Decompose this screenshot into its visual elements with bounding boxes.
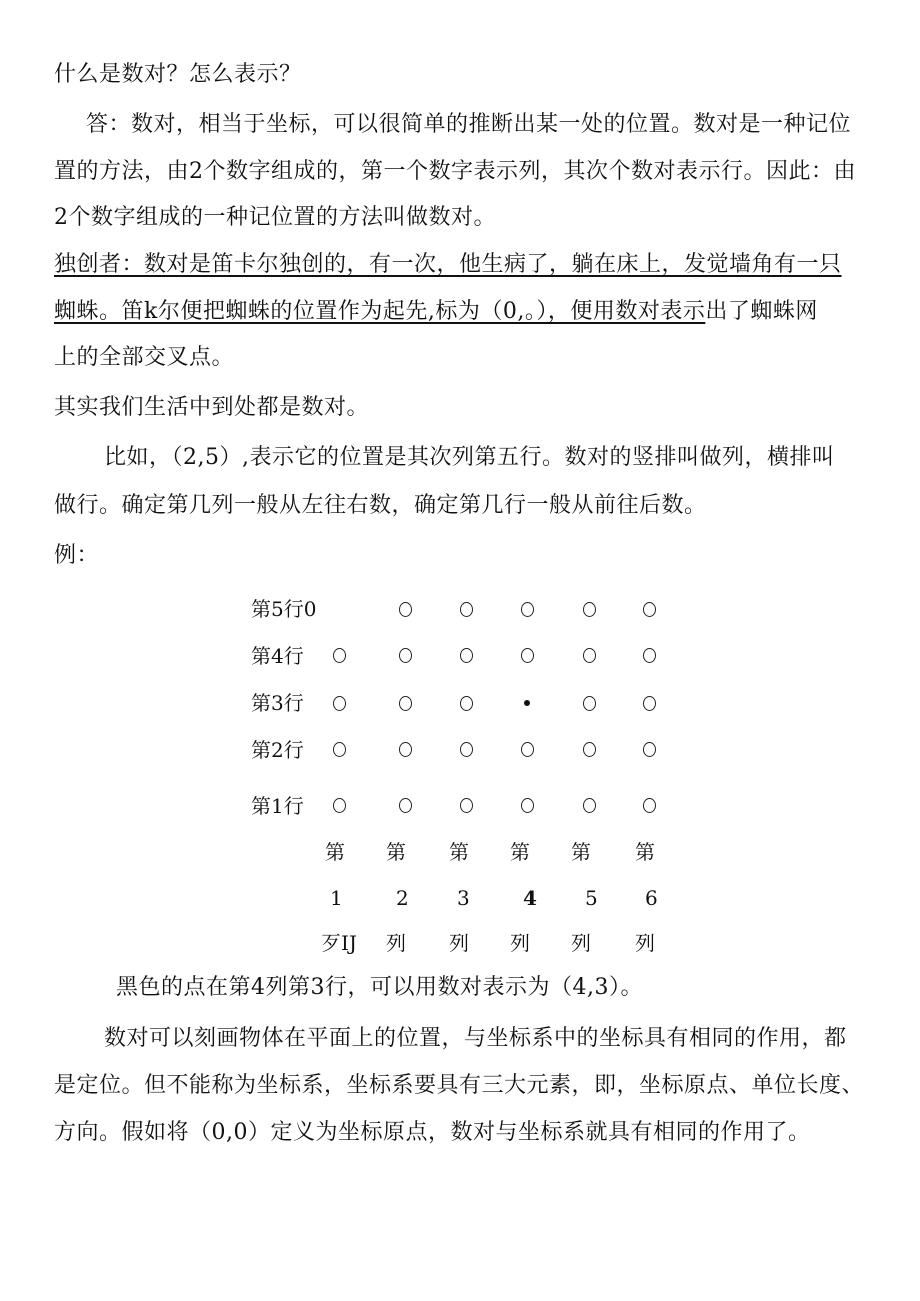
grid-circle-c6-r5 — [643, 602, 656, 617]
example-label: 例： — [54, 543, 100, 568]
col-bottom-5: 列 — [571, 931, 591, 955]
conclusion-line-1: 数对可以刻画物体在平面上的位置，与坐标系中的坐标具有相同的作用，都 — [104, 1026, 847, 1051]
row-label-3: 第3行 — [251, 691, 304, 715]
col-num-4: 4 — [523, 886, 537, 910]
grid-circle-c5-r5 — [583, 602, 596, 617]
origin-line-2-underlined: 蜘蛛。笛k尔便把蜘蛛的位置作为起先,标为（0,。），便用数对表示 — [54, 299, 706, 324]
row-label-5: 第5行0 — [251, 597, 317, 621]
col-top-6: 第 — [635, 840, 655, 864]
origin-line-2-rest: 出了蜘蛛网 — [705, 299, 818, 324]
grid-circle-c1-r1 — [333, 798, 346, 813]
grid-circle-c4-r4 — [521, 648, 534, 663]
grid-circle-c6-r3 — [643, 696, 656, 711]
origin-line-2 — [54, 297, 818, 327]
col-top-4: 第 — [510, 840, 530, 864]
col-top-3: 第 — [449, 840, 469, 864]
col-top-5: 第 — [571, 840, 591, 864]
grid-circle-c3-r4 — [460, 648, 473, 663]
grid-circle-c2-r4 — [399, 648, 412, 663]
example-line-2: 做行。确定第几列一般从左往右数，确定第几行一般从前往后数。 — [54, 493, 707, 518]
conclusion-line-2: 是定位。但不能称为坐标系，坐标系要具有三大元素，即，坐标原点、单位长度、 — [54, 1073, 865, 1098]
grid-circle-c3-r2 — [460, 742, 473, 757]
col-num-3: 3 — [457, 886, 470, 910]
conclusion-line-3: 方向。假如将（0,0）定义为坐标原点，数对与坐标系就具有相同的作用了。 — [54, 1120, 811, 1145]
answer-line-2: 置的方法，由2个数字组成的，第一个数字表示列，其次个数对表示行。因此：由 — [54, 159, 856, 184]
grid-circle-c3-r1 — [460, 798, 473, 813]
grid-circle-c2-r2 — [399, 742, 412, 757]
answer-line-1: 答：数对，相当于坐标，可以很简单的推断出某一处的位置。数对是一种记位 — [86, 112, 852, 137]
col-num-1: 1 — [330, 886, 343, 910]
col-bottom-3: 列 — [449, 931, 469, 955]
col-top-2: 第 — [386, 840, 406, 864]
grid-circle-c2-r1 — [399, 798, 412, 813]
grid-circle-c4-r2 — [521, 742, 534, 757]
row-label-2: 第2行 — [251, 738, 304, 762]
grid-circle-c1-r2 — [333, 742, 346, 757]
grid-circle-c5-r2 — [583, 742, 596, 757]
row-label-1: 第1行 — [251, 794, 304, 818]
grid-circle-c4-r1 — [521, 798, 534, 813]
grid-circle-c3-r3 — [460, 696, 473, 711]
col-bottom-6: 列 — [635, 931, 655, 955]
col-bottom-4: 列 — [510, 931, 530, 955]
grid-circle-c6-r4 — [643, 648, 656, 663]
example-line-1: 比如，（2,5）,表示它的位置是其次列第五行。数对的竖排叫做列，横排叫 — [104, 445, 835, 470]
origin-line-1: 独创者：数对是笛卡尔独创的，有一次，他生病了，躺在床上，发觉墙角有一只 — [54, 252, 842, 277]
col-bottom-2: 列 — [386, 931, 406, 955]
grid-circle-c1-r3 — [333, 696, 346, 711]
grid-circle-c5-r1 — [583, 798, 596, 813]
question-line: 什么是数对？怎么表示？ — [54, 62, 302, 87]
life-line: 其实我们生活中到处都是数对。 — [54, 395, 370, 420]
black-dot — [524, 700, 530, 706]
col-num-6: 6 — [645, 886, 658, 910]
grid-circle-c4-r5 — [521, 602, 534, 617]
grid-circle-c6-r1 — [643, 798, 656, 813]
grid-circle-c1-r4 — [333, 648, 346, 663]
grid-circle-c3-r5 — [460, 602, 473, 617]
grid-circle-c2-r3 — [399, 696, 412, 711]
col-top-1: 第 — [325, 840, 345, 864]
col-num-2: 2 — [396, 886, 409, 910]
col-bottom-1: 歹IJ — [321, 931, 357, 955]
row-label-4: 第4行 — [251, 644, 304, 668]
grid-circle-c6-r2 — [643, 742, 656, 757]
grid-circle-c2-r5 — [399, 602, 412, 617]
answer-line-3: 2个数字组成的一种记位置的方法叫做数对。 — [54, 205, 496, 230]
grid-circle-c5-r3 — [583, 696, 596, 711]
col-num-5: 5 — [585, 886, 598, 910]
grid-circle-c5-r4 — [583, 648, 596, 663]
origin-line-3: 上的全部交叉点。 — [54, 345, 235, 370]
black-dot-line: 黑色的点在第4列第3行，可以用数对表示为（4,3）。 — [116, 975, 643, 1000]
